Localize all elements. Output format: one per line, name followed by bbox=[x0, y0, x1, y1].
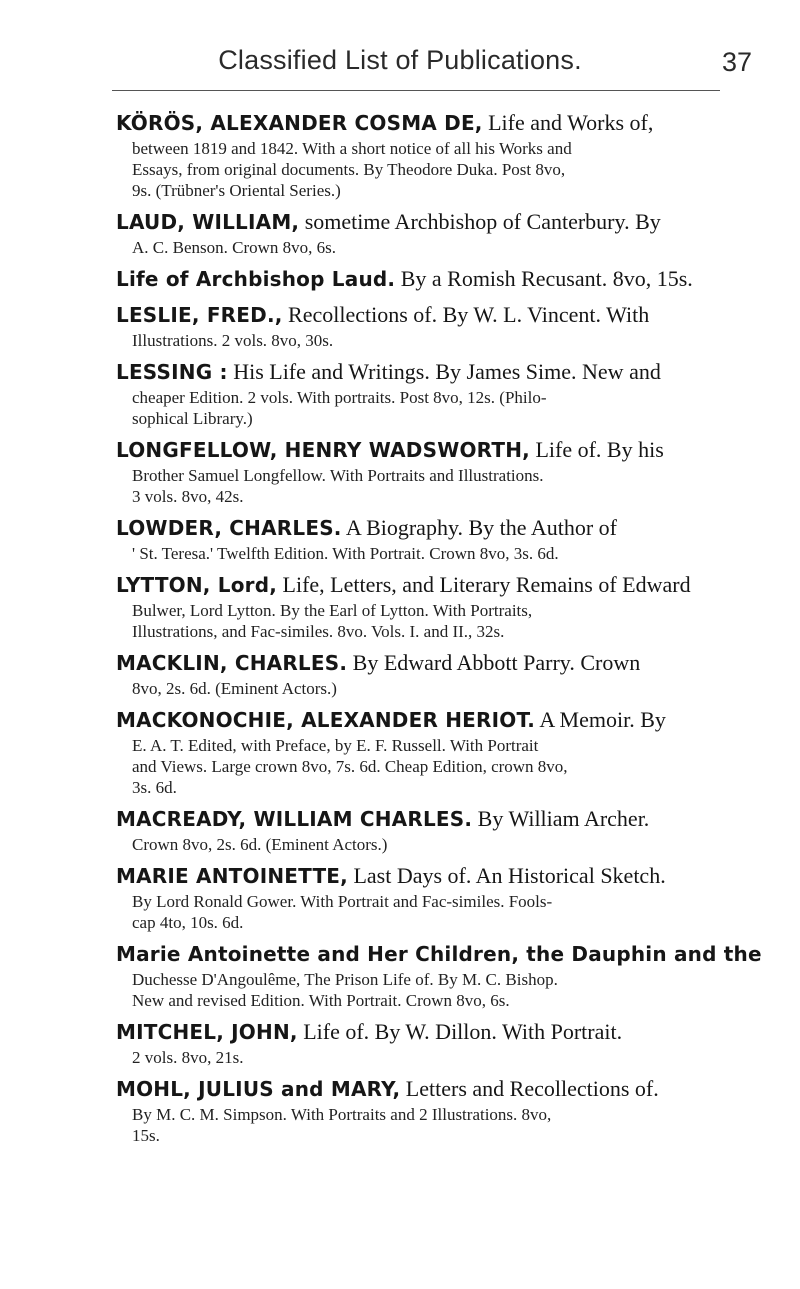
publication-entry bbox=[116, 1017, 756, 1068]
entry-name: MARIE ANTOINETTE, bbox=[116, 864, 348, 888]
entry-heading bbox=[116, 1017, 756, 1047]
entry-detail-line: between 1819 and 1842. With a short notice of all his Works and bbox=[132, 139, 572, 158]
publication-entry bbox=[116, 357, 756, 429]
entry-name: LOWDER, CHARLES. bbox=[116, 516, 342, 540]
entry-detail-line: 3 vols. 8vo, 42s. bbox=[132, 487, 244, 506]
entry-title: Letters and Recollections of. bbox=[405, 1076, 659, 1101]
publication-entry bbox=[116, 570, 756, 642]
entry-title: By Edward Abbott Parry. Crown bbox=[352, 650, 641, 675]
entry-name: LESSING : bbox=[116, 360, 228, 384]
publication-entry bbox=[116, 804, 756, 855]
entry-heading bbox=[116, 513, 756, 543]
entry-title: Recollections of. By W. L. Vincent. With bbox=[288, 302, 650, 327]
entry-heading bbox=[116, 861, 756, 891]
entry-detail-line: Illustrations. 2 vols. 8vo, 30s. bbox=[132, 331, 334, 350]
entry-heading bbox=[116, 705, 756, 735]
entry-heading bbox=[116, 300, 756, 330]
entry-heading bbox=[116, 264, 756, 294]
publication-entry bbox=[116, 513, 756, 564]
page-number: 37 bbox=[722, 47, 753, 77]
entry-detail-line: Bulwer, Lord Lytton. By the Earl of Lytton. With Portraits, bbox=[132, 601, 533, 620]
entry-detail-line: By Lord Ronald Gower. With Portrait and Fac-similes. Fools- bbox=[132, 892, 553, 911]
entry-detail-line: 15s. bbox=[132, 1126, 160, 1145]
running-title: Classified List of Publications. bbox=[218, 45, 582, 75]
entry-detail-line: Brother Samuel Longfellow. With Portraits and Illustrations. bbox=[132, 466, 544, 485]
entry-detail-line: 2 vols. 8vo, 21s. bbox=[132, 1048, 244, 1067]
entry-detail-line: Duchesse D'Angoulême, The Prison Life of. By M. C. Bishop. bbox=[132, 970, 558, 989]
entry-title: Life of. By W. Dillon. With Portrait. bbox=[303, 1019, 623, 1044]
entry-name: MOHL, JULIUS and MARY, bbox=[116, 1077, 401, 1101]
entry-name: MACREADY, WILLIAM CHARLES. bbox=[116, 807, 473, 831]
entry-detail-line: New and revised Edition. With Portrait. Crown 8vo, 6s. bbox=[132, 991, 510, 1010]
entry-heading bbox=[116, 207, 756, 237]
header-rule bbox=[112, 90, 720, 91]
publication-entry bbox=[116, 648, 756, 699]
entry-detail-line: ' St. Teresa.' Twelfth Edition. With Portrait. Crown 8vo, 3s. 6d. bbox=[132, 544, 559, 563]
entry-title: Life, Letters, and Literary Remains of Edward bbox=[282, 572, 691, 597]
entry-detail-line: 3s. 6d. bbox=[132, 778, 177, 797]
entry-detail-line: By M. C. M. Simpson. With Portraits and 2 Illustrations. 8vo, bbox=[132, 1105, 552, 1124]
publication-list bbox=[116, 108, 762, 1152]
page-header bbox=[0, 0, 800, 90]
entry-heading bbox=[116, 108, 756, 138]
entry-heading bbox=[116, 939, 762, 969]
entry-name: LYTTON, Lord, bbox=[116, 573, 278, 597]
entry-detail-line: Essays, from original documents. By Theodore Duka. Post 8vo, bbox=[132, 160, 566, 179]
publication-entry bbox=[116, 108, 756, 201]
entry-heading bbox=[116, 357, 756, 387]
entry-detail-line: 9s. (Trübner's Oriental Series.) bbox=[132, 181, 341, 200]
entry-title: A Biography. By the Author of bbox=[345, 515, 618, 540]
publication-entry bbox=[116, 861, 756, 933]
publication-entry bbox=[116, 939, 762, 1011]
publication-entry bbox=[116, 1074, 756, 1146]
entry-title: His Life and Writings. By James Sime. New and bbox=[233, 359, 661, 384]
entry-detail-line: and Views. Large crown 8vo, 7s. 6d. Cheap Edition, crown 8vo, bbox=[132, 757, 568, 776]
publication-entry bbox=[116, 264, 756, 294]
entry-detail-line: Illustrations, and Fac-similes. 8vo. Vols. I. and II., 32s. bbox=[132, 622, 505, 641]
publication-entry bbox=[116, 300, 756, 351]
entry-detail-line: sophical Library.) bbox=[132, 409, 253, 428]
entry-title: Life and Works of, bbox=[488, 110, 654, 135]
entry-name: LAUD, WILLIAM, bbox=[116, 210, 300, 234]
entry-detail-line: A. C. Benson. Crown 8vo, 6s. bbox=[132, 238, 337, 257]
entry-name: MITCHEL, JOHN, bbox=[116, 1020, 298, 1044]
entry-heading bbox=[116, 435, 756, 465]
entry-detail-line: 8vo, 2s. 6d. (Eminent Actors.) bbox=[132, 679, 337, 698]
entry-heading bbox=[116, 804, 756, 834]
entry-heading bbox=[116, 1074, 756, 1104]
entry-detail-line: cap 4to, 10s. 6d. bbox=[132, 913, 244, 932]
entry-title: Life of. By his bbox=[535, 437, 664, 462]
entry-name: LESLIE, FRED., bbox=[116, 303, 283, 327]
entry-name: MACKLIN, CHARLES. bbox=[116, 651, 348, 675]
entry-title: sometime Archbishop of Canterbury. By bbox=[304, 209, 661, 234]
entry-name: MACKONOCHIE, ALEXANDER HERIOT. bbox=[116, 708, 536, 732]
entry-heading bbox=[116, 570, 756, 600]
entry-name: Life of Archbishop Laud. bbox=[116, 267, 396, 291]
publication-entry bbox=[116, 207, 756, 258]
publication-entry bbox=[116, 705, 756, 798]
entry-title: By a Romish Recusant. 8vo, 15s. bbox=[400, 266, 693, 291]
entry-name: KÖRÖS, ALEXANDER COSMA DE, bbox=[116, 111, 483, 135]
entry-detail-line: E. A. T. Edited, with Preface, by E. F. Russell. With Portrait bbox=[132, 736, 539, 755]
entry-title: By William Archer. bbox=[477, 806, 650, 831]
entry-detail-line: Crown 8vo, 2s. 6d. (Eminent Actors.) bbox=[132, 835, 388, 854]
entry-name: Marie Antoinette and Her Children, the Dauphin and the bbox=[116, 942, 762, 966]
entry-detail-line: cheaper Edition. 2 vols. With portraits. Post 8vo, 12s. (Philo- bbox=[132, 388, 547, 407]
entry-title: Last Days of. An Historical Sketch. bbox=[353, 863, 666, 888]
publication-entry bbox=[116, 435, 756, 507]
entry-title: A Memoir. By bbox=[539, 707, 666, 732]
entry-heading bbox=[116, 648, 756, 678]
entry-name: LONGFELLOW, HENRY WADSWORTH, bbox=[116, 438, 530, 462]
